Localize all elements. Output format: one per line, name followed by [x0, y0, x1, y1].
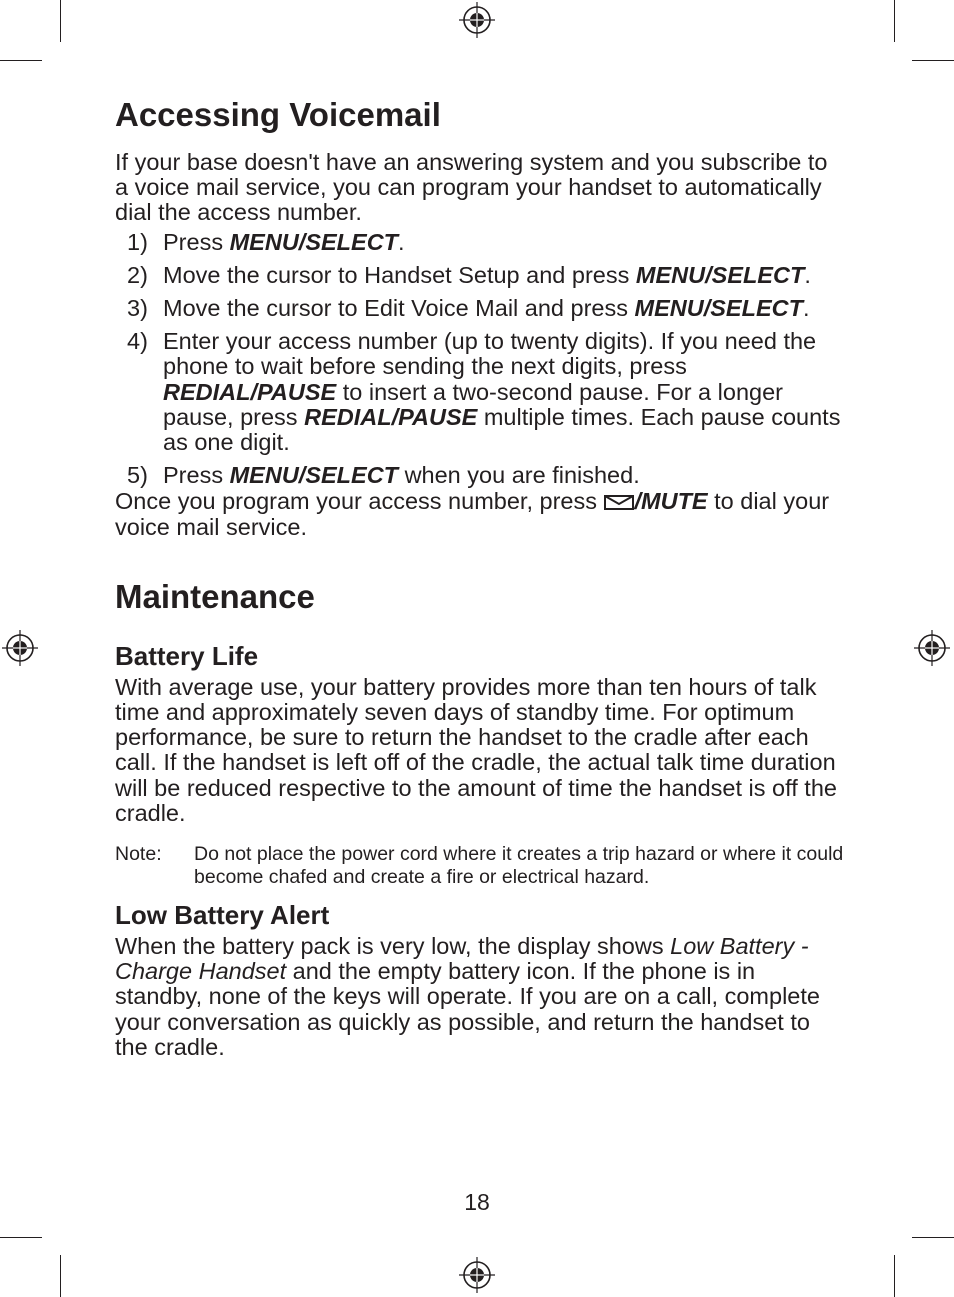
envelope-icon [604, 495, 634, 510]
crop-mark [60, 1255, 61, 1297]
registration-mark-icon [459, 1257, 495, 1293]
section-title-voicemail: Accessing Voicemail [115, 96, 441, 133]
step-number: 2) [127, 261, 148, 288]
registration-mark-icon [459, 2, 495, 38]
crop-mark [894, 0, 895, 42]
key-name: REDIAL/PAUSE [304, 403, 478, 430]
key-name: MENU/SELECT [229, 462, 399, 489]
key-name: /MUTE [634, 488, 708, 515]
crop-mark [912, 1237, 954, 1238]
note [115, 843, 845, 888]
subsection-title-low-battery: Low Battery Alert [115, 900, 330, 931]
manual-page [115, 96, 845, 1060]
registration-mark-icon [2, 630, 38, 666]
step-number: 3) [127, 295, 148, 322]
step-number: 4) [127, 328, 148, 355]
battery-life-text: With average use, your battery provides more than ten hours of talk time and approximately seven days of standby time. For optimum performance, be sure to return the handset to the cradle after each call. If the handset is left off of the cradle, the actual talk time duration will be reduced respective to the amount of time the handset is off the cradle. [115, 673, 837, 826]
crop-mark [894, 1255, 895, 1297]
registration-mark-icon [914, 630, 950, 666]
crop-mark [912, 60, 954, 61]
page-number: 18 [464, 1189, 490, 1215]
crop-mark [0, 1237, 42, 1238]
step-item: 4) Enter your access number (up to twenty digits). If you need the phone to wait before sending the next digits, press REDIAL/PAUSE to insert a two-second pause. For a longer pause, press REDIAL/PAUSE multiple times. Each pause counts as one digit. [127, 328, 841, 456]
key-name: MENU/SELECT [635, 261, 805, 288]
step-item: 3) Move the cursor to Edit Voice Mail and press MENU/SELECT. [127, 295, 810, 322]
step-item: 5) Press MENU/SELECT when you are finished. [127, 462, 640, 489]
key-name: MENU/SELECT [634, 295, 803, 322]
low-battery-text: When the battery pack is very low, the display shows Low Battery - Charge Handset and the empty battery icon. If the phone is in standby, none of the keys will operate. If you are on a call, complete your conversation as quickly as possible, and return the handset to the cradle. [115, 933, 820, 1060]
step-number: 5) [127, 462, 148, 489]
crop-mark [0, 60, 42, 61]
display-message: Low Battery - Charge Handset [115, 933, 809, 985]
step-item: 1) Press MENU/SELECT. [127, 228, 405, 255]
key-name: REDIAL/PAUSE [163, 378, 337, 405]
crop-mark [60, 0, 61, 42]
step-number: 1) [127, 228, 148, 255]
key-name: MENU/SELECT [229, 228, 399, 255]
section-title-maintenance: Maintenance [115, 577, 315, 615]
step-item: 2) Move the cursor to Handset Setup and press MENU/SELECT. [127, 261, 811, 288]
note-text: Do not place the power cord where it creates a trip hazard or where it could become chafed and create a fire or electrical hazard. [194, 843, 844, 888]
voicemail-after: Once you program your access number, press /MUTE to dial your voice mail service. [115, 488, 830, 540]
voicemail-steps [115, 230, 845, 489]
voicemail-intro: If your base doesn't have an answering system and you subscribe to a voice mail service, you can program your handset to automatically dial the access number. [115, 149, 828, 226]
note-label: Note: [115, 843, 162, 866]
subsection-title-battery-life: Battery Life [115, 640, 259, 671]
